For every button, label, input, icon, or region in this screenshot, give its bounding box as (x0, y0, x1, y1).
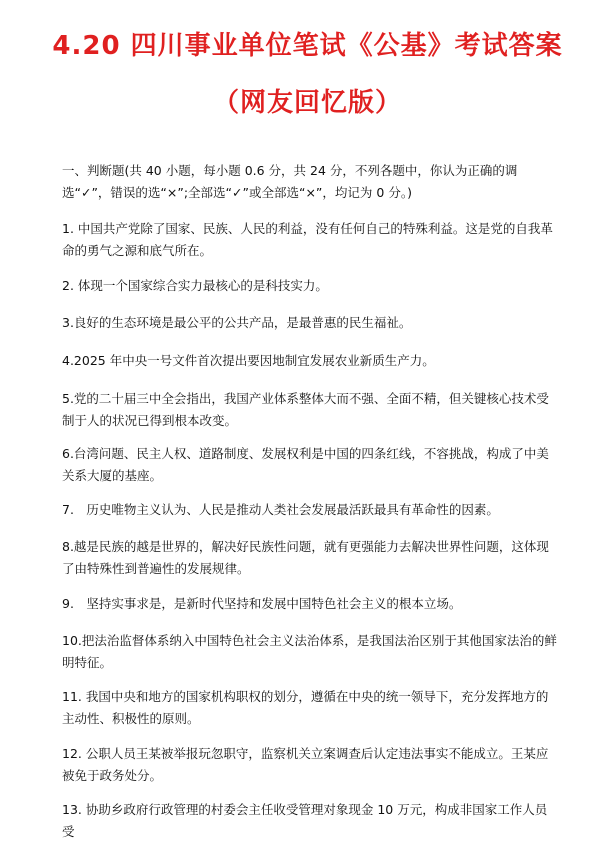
question-item: 1. 中国共产党除了国家、民族、人民的利益，没有任何自己的特殊利益。这是党的自我革命的勇气之源和底气所在。 (62, 221, 553, 258)
question-item: 7. 历史唯物主义认为、人民是推动人类社会发展最活跃最具有革命性的因素。 (62, 502, 499, 517)
question-item: 4.2025 年中央一号文件首次提出要因地制宜发展农业新质生产力。 (62, 353, 435, 368)
question-item: 3.良好的生态环境是最公平的公共产品，是最普惠的民生福祉。 (62, 315, 412, 330)
question-item: 8.越是民族的越是世界的，解决好民族性问题，就有更强能力去解决世界性问题，这体现了由特殊性到普遍性的发展规律。 (62, 539, 549, 576)
question-item: 10.把法治监督体系纳入中国特色社会主义法治体系，是我国法治区别于其他国家法治的鲜明特征。 (62, 633, 557, 670)
question-item: 5.党的二十届三中全会指出，我国产业体系整体大而不强、全面不精，但关键核心技术受制于人的状况已得到根本改变。 (62, 391, 549, 428)
section-instructions: 一、判断题(共 40 小题，每小题 0.6 分，共 24 分，不列各题中，你认为正确的调选“✓”，错误的选“×”;全部选“✓”或全部选“×”，均记为 0 分。) (62, 163, 518, 200)
document-title: 4.20 四川事业单位笔试《公基》考试答案 (52, 31, 563, 61)
question-item: 6.台湾问题、民主人权、道路制度、发展权利是中国的四条红线，不容挑战，构成了中美关系大厦的基座。 (62, 446, 549, 483)
question-item: 12. 公职人员王某被举报玩忽职守，监察机关立案调查后认定违法事实不能成立。王某应被免于政务处分。 (62, 746, 549, 783)
question-item: 13. 协助乡政府行政管理的村委会主任收受管理对象现金 10 万元，构成非国家工作人员受 (62, 802, 548, 839)
question-item: 11. 我国中央和地方的国家机构职权的划分，遵循在中央的统一领导下，充分发挥地方的主动性、积极性的原则。 (62, 689, 549, 726)
question-item: 9. 坚持实事求是，是新时代坚持和发展中国特色社会主义的根本立场。 (62, 596, 462, 611)
document-subtitle: （网友回忆版） (212, 88, 402, 118)
question-item: 2. 体现一个国家综合实力最核心的是科技实力。 (62, 278, 328, 293)
